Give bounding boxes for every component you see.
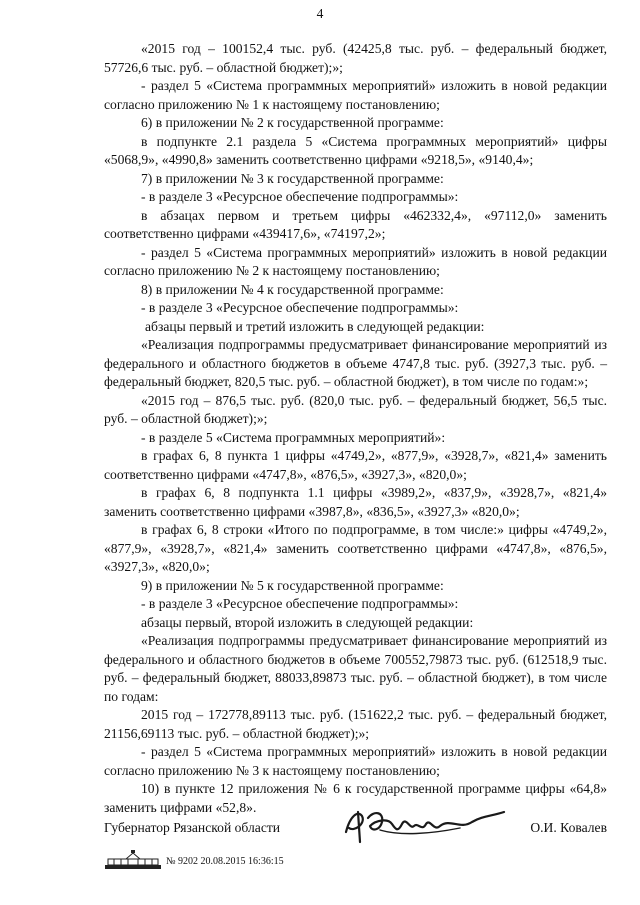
paragraph: «2015 год – 876,5 тыс. руб. (820,0 тыс. руб. – федеральный бюджет, 56,5 тыс. руб. – областной бюджет);»;: [104, 392, 607, 426]
government-building-logo: [104, 850, 162, 872]
paragraph: 2015 год – 172778,89113 тыс. руб. (151622,2 тыс. руб. – федеральный бюджет, 21156,69113 тыс. руб. – областной бюджет);»;: [104, 707, 607, 741]
paragraph: в графах 6, 8 подпункта 1.1 цифры «3989,2», «837,9», «3928,7», «821,4» заменить соответственно цифрами «3987,8», «836,5», «3927,3» «820,0»;: [104, 485, 607, 519]
paragraph: - раздел 5 «Система программных мероприятий» изложить в новой редакции согласно приложению № 1 к настоящему постановлению;: [104, 78, 607, 112]
paragraph: в графах 6, 8 пункта 1 цифры «4749,2», «877,9», «3928,7», «821,4» заменить соответственно цифрами «4747,8», «876,5», «3927,3», «820,0»;: [104, 448, 607, 482]
paragraph: - раздел 5 «Система программных мероприятий» изложить в новой редакции согласно приложению № 3 к настоящему постановлению;: [104, 744, 607, 778]
paragraph: - в разделе 3 «Ресурсное обеспечение подпрограммы»:: [141, 300, 459, 315]
paragraph: «Реализация подпрограммы предусматривает финансирование мероприятий из федерального и областного бюджетов в объеме 700552,79873 тыс. руб. (612518,9 тыс. руб. – федеральный бюджет, 88033,89873 тыс. руб. – областной бюджет), в том числе по годам:: [104, 633, 607, 704]
paragraph: 6) в приложении № 2 к государственной программе:: [141, 115, 444, 130]
paragraph: 10) в пункте 12 приложения № 6 к государственной программе цифры «64,8» заменить цифрами «52,8».: [104, 781, 607, 815]
stamp-text: № 9202 20.08.2015 16:36:15: [166, 856, 284, 867]
paragraph: в графах 6, 8 строки «Итого по подпрограмме, в том числе:» цифры «4749,2», «877,9», «3928,7», «821,4» заменить соответственно цифрами «4747,8», «876,5», «3927,3», «820,0»;: [104, 522, 607, 574]
paragraph: «2015 год – 100152,4 тыс. руб. (42425,8 тыс. руб. – федеральный бюджет, 57726,6 тыс. руб. – областной бюджет);»;: [104, 41, 607, 75]
handwritten-signature: [340, 802, 510, 846]
page-number: 4: [316, 6, 324, 21]
paragraph: - в разделе 3 «Ресурсное обеспечение подпрограммы»:: [141, 596, 459, 611]
paragraph: - в разделе 5 «Система программных мероприятий»:: [141, 429, 446, 445]
paragraph: в подпункте 2.1 раздела 5 «Система программных мероприятий» цифры «5068,9», «4990,8» заменить соответственно цифрами «9218,5», «9140,4»;: [104, 133, 607, 167]
paragraph: абзацы первый и третий изложить в следующей редакции:: [145, 318, 485, 334]
paragraph: «Реализация подпрограммы предусматривает финансирование мероприятий из федерального и областного бюджетов в объеме 4747,8 тыс. руб. (3927,3 тыс. руб. – федеральный бюджет, 820,5 тыс. руб. – областной бюджет), в том числе по годам:»;: [104, 337, 607, 389]
signer-name: О.И. Ковалев: [530, 820, 607, 835]
signer-title: Губернатор Рязанской области: [104, 820, 281, 835]
paragraph: 8) в приложении № 4 к государственной программе:: [141, 281, 444, 297]
document-body: [104, 40, 607, 817]
paragraph: абзацы первый, второй изложить в следующей редакции:: [141, 614, 474, 630]
paragraph: - раздел 5 «Система программных мероприятий» изложить в новой редакции согласно приложению № 2 к настоящему постановлению;: [104, 244, 607, 278]
paragraph: - в разделе 3 «Ресурсное обеспечение подпрограммы»:: [141, 189, 459, 204]
paragraph: 7) в приложении № 3 к государственной программе:: [141, 170, 444, 186]
paragraph: 9) в приложении № 5 к государственной программе:: [141, 577, 444, 593]
signature-block: [104, 816, 607, 846]
paragraph: в абзацах первом и третьем цифры «462332,4», «97112,0» заменить соответственно цифрами «439417,6», «74197,2»;: [104, 207, 607, 241]
